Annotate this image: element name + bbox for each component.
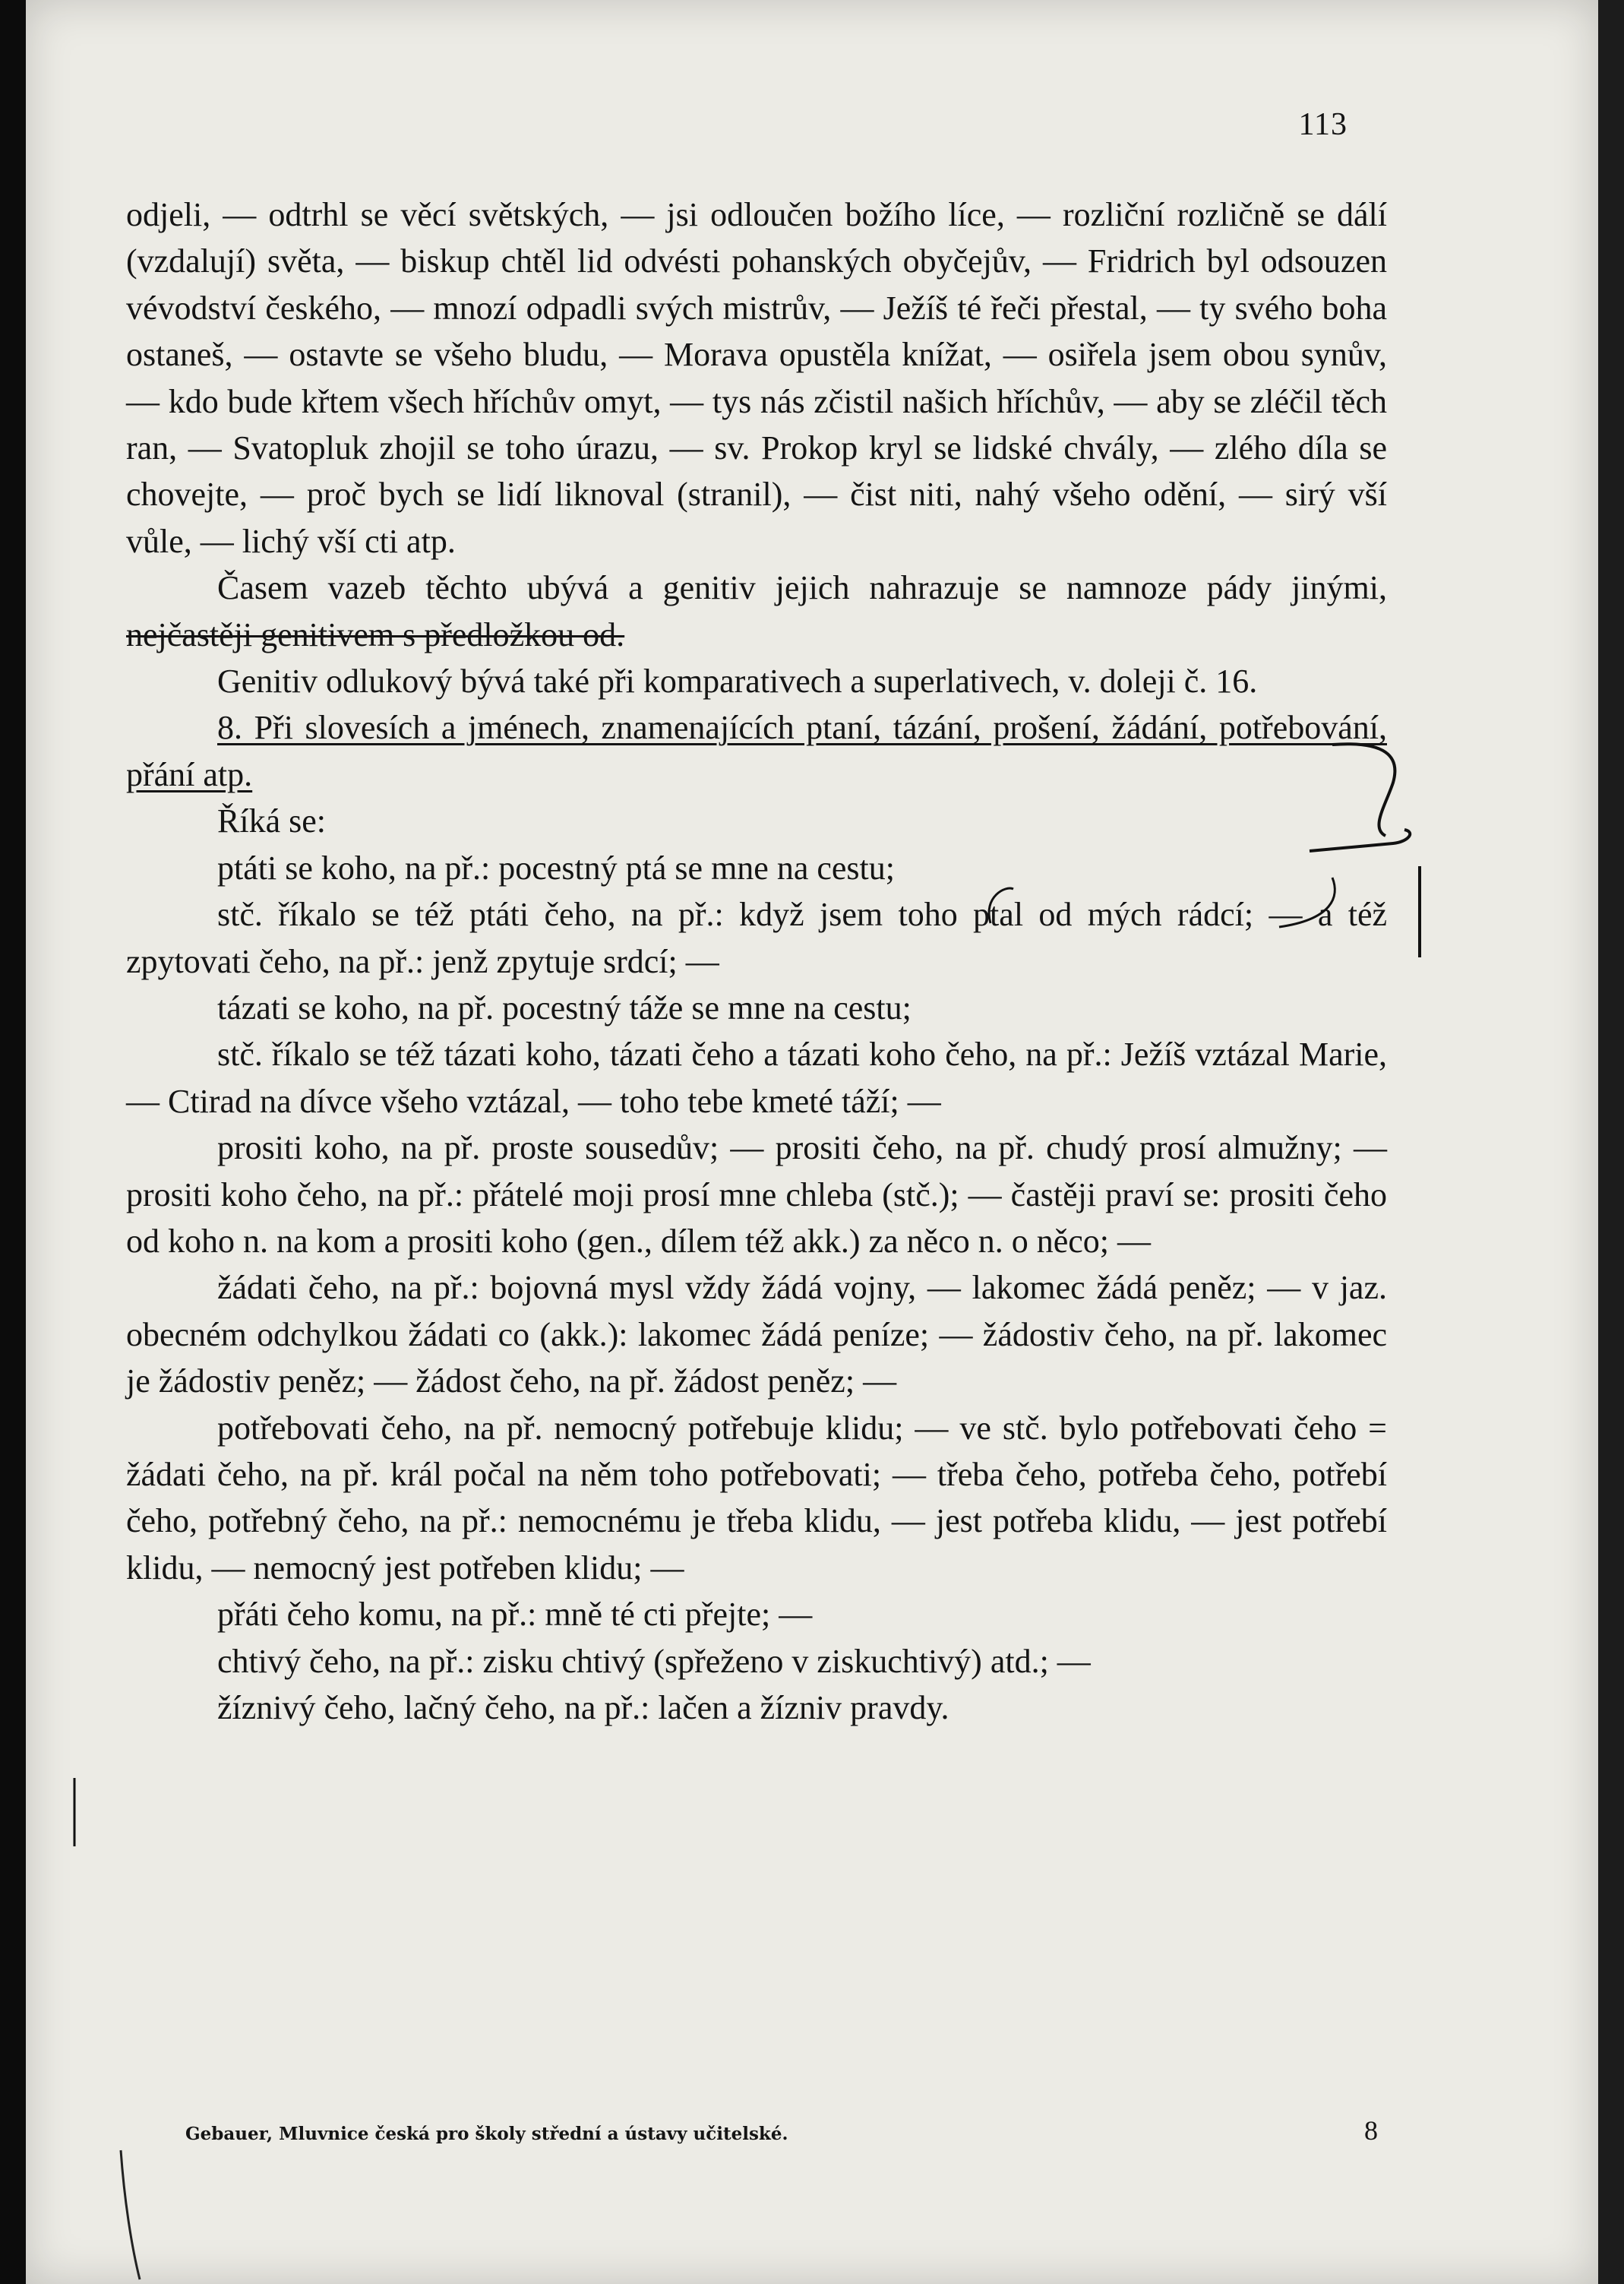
paragraph: tázati se koho, na př. pocestný táže se mne na cestu; bbox=[217, 989, 912, 1027]
pen-stroke-mark bbox=[1310, 830, 1410, 851]
scan-edge bbox=[0, 0, 26, 2284]
paragraph: chtivý čeho, na př.: zisku chtivý (spřeženo v ziskuchtivý) atd.; — bbox=[217, 1642, 1091, 1680]
paragraph: žíznivý čeho, lačný čeho, na př.: lačen a žízniv pravdy. bbox=[217, 1689, 949, 1726]
struck-phrase: nejčastěji genitivem s předložkou od. bbox=[126, 615, 625, 653]
section-heading-paragraph: 8. Při slovesích a jménech, znamenajících ptaní, tázání, prošení, žádání, potřebování, přání atp. bbox=[126, 709, 1387, 793]
paragraph: Genitiv odlukový bývá také při komparativech a superlativech, v. doleji č. 16. bbox=[217, 663, 1258, 701]
paragraph-text: Časem vazeb těchto ubývá a genitiv jejich nahrazuje se namnoze pády jinými, bbox=[217, 569, 1387, 607]
footer-citation: Gebauer, Mluvnice česká pro školy střední a ústavy učitelské. bbox=[185, 2124, 788, 2144]
book-page bbox=[26, 0, 1598, 2284]
paragraph: stč. říkalo se též tázati koho, tázati čeho a tázati koho čeho, na př.: Ježíš vztázal Marie, — Ctirad na dívce všeho vztázal, — toho tebe kmeté táží; — bbox=[126, 1036, 1387, 1120]
paragraph: odjeli, — odtrhl se věcí světských, — jsi odloučen božího líce, — rozliční rozličně se dálí (vzdalují) světa, — biskup chtěl lid odvésti pohanských obyčejův, — Fridrich byl odsouzen vévodství českého, — mnozí odpadli svých mistrův, — Ježíš té řeči přestal, — ty svého boha ostaneš, — ostavte se všeho bludu, — Morava opustěla knížat, — osiřela jsem obou synův, — kdo bude křtem všech hříchův omyt, — tys nás zčistil našich hříchův, — aby se zléčil těch ran, — Svatopluk zhojil se toho úrazu, — sv. Prokop kryl se lidské chvály, — zlého díla se chovejte, — proč bych se lidí liknoval (stranil), — čist niti, nahý všeho odění, — sirý vší vůle, — lichý vší cti atp. bbox=[126, 196, 1387, 560]
pen-bracket-mark bbox=[1332, 744, 1395, 836]
pen-margin-tick bbox=[121, 2150, 140, 2279]
pen-hook-mark bbox=[989, 888, 1013, 923]
sheet-number: 8 bbox=[1364, 2115, 1378, 2146]
paragraph: Říká se: bbox=[217, 802, 326, 840]
paragraph: prositi koho, na př. proste sousedův; — prositi čeho, na př. chudý prosí almužny; — prositi koho čeho, na př.: přátelé moji prosí mne chleba (stč.); — častěji praví se: prositi čeho od koho n. na kom a prositi koho (gen., dílem též akk.) za něco n. o něco; — bbox=[126, 1129, 1387, 1260]
paragraph: potřebovati čeho, na př. nemocný potřebuje klidu; — ve stč. bylo potřebovati čeho = žádati čeho, na př. král počal na něm toho potřebovati; — třeba čeho, potřeba čeho, potřebí čeho, potřebný čeho, na př.: nemocnému je třeba klidu, — jest potřeba klidu, — jest potřebí klidu, — nemocný jest potřeben klidu; — bbox=[126, 1409, 1387, 1586]
paragraph: ptáti se koho, na př.: pocestný ptá se mne na cestu; bbox=[217, 849, 895, 887]
page-number: 113 bbox=[1298, 107, 1348, 142]
pen-annotations bbox=[26, 0, 1598, 2284]
paragraph: přáti čeho komu, na př.: mně té cti přejte; — bbox=[217, 1596, 813, 1634]
pen-hook-mark bbox=[1279, 878, 1335, 927]
paragraph: stč. říkalo se též ptáti čeho, na př.: když jsem toho ptal od mých rádcí; — a též zpytovati čeho, na př.: jenž zpytuje srdcí; — bbox=[126, 896, 1387, 980]
page-footer bbox=[185, 2115, 1378, 2146]
paragraph: žádati čeho, na př.: bojovná mysl vždy žádá vojny, — lakomec žádá peněz; — v jaz. obecném odchylkou žádati co (akk.): lakomec žádá peníze; — žádostiv čeho, na př. lakomec je žádostiv peněz; — žádost čeho, na př. žádost peněz; — bbox=[126, 1269, 1387, 1400]
